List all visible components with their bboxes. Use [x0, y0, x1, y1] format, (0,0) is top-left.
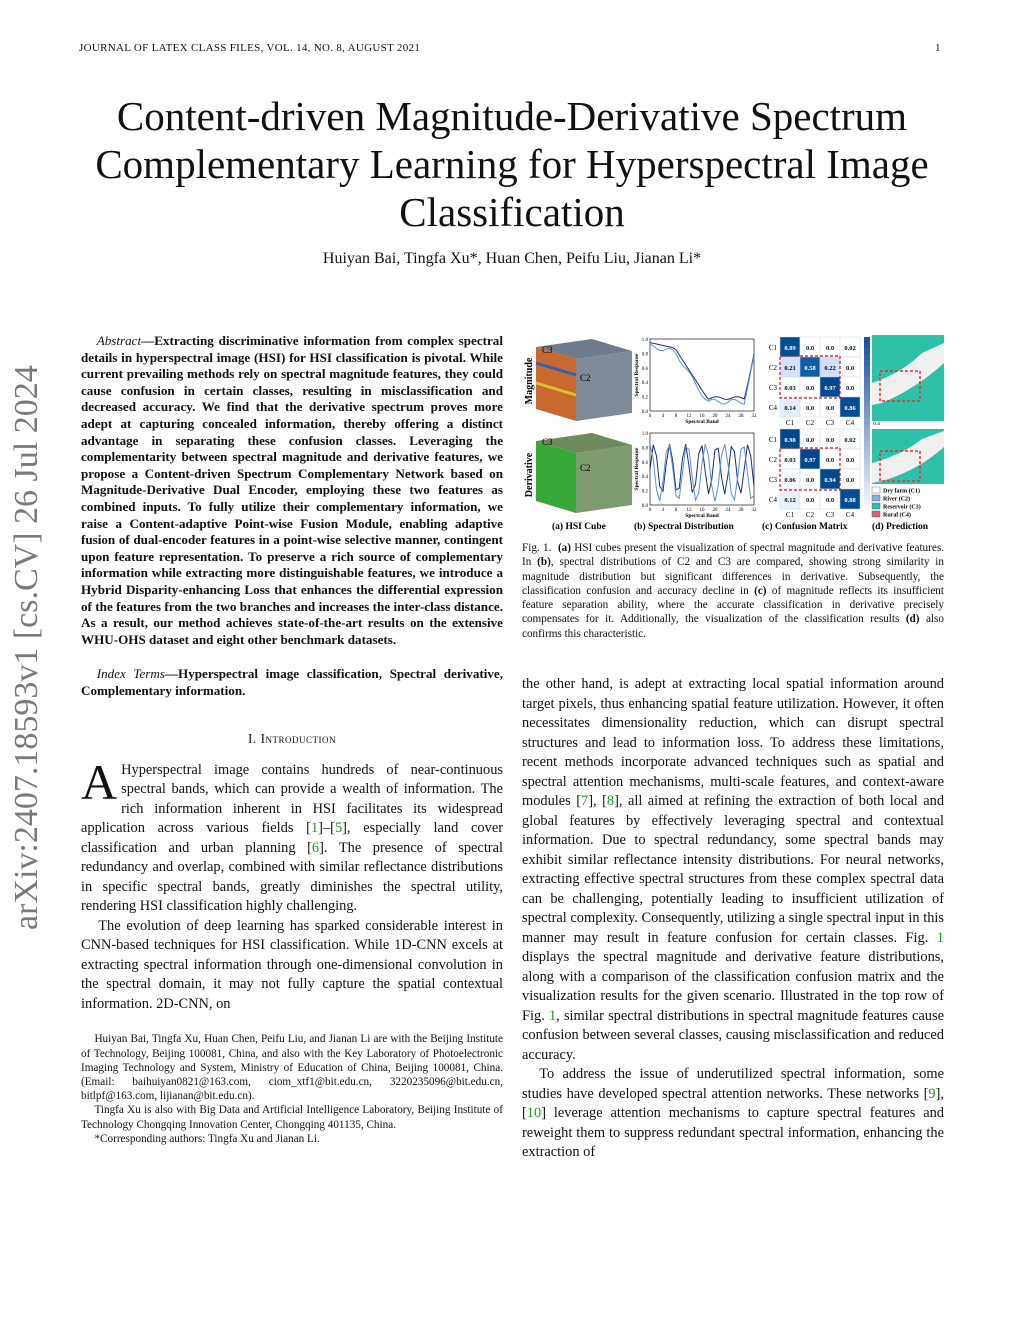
index-terms-text: —Hyperspectral image classification, Spectral derivative, Complementary information.	[81, 666, 504, 698]
x-tick-label: 20	[712, 508, 718, 513]
citation-link[interactable]: 1	[310, 820, 319, 837]
cm-row-label: C1	[768, 436, 777, 444]
section-title: Introduction	[260, 731, 337, 747]
y-tick-label: 0.0	[641, 410, 648, 415]
x-tick-label: 0	[648, 414, 652, 419]
footnote-affiliation-2: Tingfa Xu is also with Big Data and Artificial Intelligence Laboratory, Beijing Institute of Technology Chongqing Innovation Center, Chongqing 401135, China.	[81, 1104, 503, 1131]
x-tick-label: 16	[699, 414, 705, 419]
cm-value: 0.97	[804, 457, 816, 464]
x-tick-label: 20	[712, 414, 718, 419]
x-tick-label: 12	[686, 414, 692, 419]
x-tick-label: 4	[661, 414, 665, 419]
x-axis-label: Spectral Band	[685, 513, 719, 519]
colorbar-segment	[864, 349, 870, 355]
cm-col-label: C2	[805, 419, 815, 427]
x-tick-label: 32	[751, 414, 757, 419]
colorbar-segment	[864, 436, 870, 442]
legend-swatch	[872, 495, 880, 501]
cm-value: 0.0	[805, 477, 815, 484]
index-terms-label: Index Terms	[96, 666, 165, 682]
subcaption-d: (d) Prediction	[872, 522, 929, 532]
body-text: , similar spectral distributions in spectral magnitude features cause confusion between several classes, causing misclassification and reduced accuracy.	[522, 1007, 944, 1063]
derivative-cube-left	[536, 441, 576, 513]
y-axis-label: Spectral Response	[634, 447, 640, 491]
abstract	[81, 333, 503, 648]
cm-value: 0.0	[825, 345, 835, 352]
colorbar-segment	[864, 505, 870, 511]
figure-caption	[522, 541, 944, 641]
cm-value: 0.0	[825, 497, 835, 504]
colorbar-segment	[864, 389, 870, 395]
caption-text: , spectral distributions of C2 and C3 are compared, showing strong similarity in magnitude distribution but significant differences in derivative. Subsequently, the classification confusion and accuracy decline in	[522, 556, 944, 597]
drop-cap: A	[81, 753, 118, 810]
colorbar-tick: 0.4	[873, 421, 880, 427]
colorbar-segment	[864, 459, 870, 465]
title-block	[80, 92, 944, 268]
x-tick-label: 24	[725, 508, 731, 513]
right-paragraph-1	[522, 675, 944, 1065]
colorbar-segment	[864, 424, 870, 430]
y-tick-label: 0.4	[641, 381, 648, 387]
cube-label-c2: C2	[580, 373, 591, 383]
y-tick-label: 0.6	[641, 366, 648, 372]
caption-label: Fig. 1.	[522, 542, 552, 554]
caption-text: HSI cubes present the visualization of spectral magnitude and derivative features. In	[522, 542, 944, 569]
intro-paragraph-1	[81, 753, 503, 917]
subcaption-c: (c) Confusion Matrix	[762, 522, 848, 532]
cm-value: 0.0	[805, 437, 815, 444]
colorbar-segment	[864, 499, 870, 505]
footnotes	[81, 1032, 503, 1146]
citation-link[interactable]: 7	[581, 793, 589, 810]
x-tick-label: 28	[738, 414, 744, 419]
prediction-map-derivative	[872, 429, 944, 484]
body-text: ], [	[588, 793, 607, 810]
caption-text: also confirms this characteristic.	[522, 613, 944, 640]
cube-label-c3: C3	[542, 437, 553, 447]
caption-text: of magnitude reflects its insufficient feature separation ability, where the accurate classification in derivative precisely compensates for it. Additionally, the visualization of the classification results	[522, 584, 944, 626]
cm-col-label: C3	[825, 511, 835, 519]
x-tick-label: 32	[751, 508, 757, 513]
subcaption-a: (a) HSI Cube	[552, 522, 606, 532]
abstract-text: —Extracting discriminative information from complex spectral details in hyperspectral image (HSI) for HSI classification is pivotal. While current prevailing methods rely on spectral magnitude features, they could cause confusion in certain classes, resulting in misclassification and decreased accuracy. We find that the derivative spectrum proves more adept at capturing concealed information, thereby offering a distinct advantage in separating these confusion classes. Leveraging the complementarity between spectral magnitude and derivative features, we propose a Content-driven Spectrum Complementary Network based on Magnitude-Derivative Dual Encoder, employing these two features as combined inputs. To fully utilize their complementary information, we raise a Content-adaptive Point-wise Fusion Module, enabling adaptive fusion of dual-encoder features in a point-wise selective manner, contingent upon feature representation. To preserve a rich source of complementary information while extracting more distinguishable features, we introduce a Hybrid Disparity-enhancing Loss that enhances the differential expression of the features from the two branches and increases the inter-class distance. As a result, our method achieves state-of-the-art results on the extensive WHU-OHS dataset and eight other benchmark datasets.	[81, 333, 503, 647]
cm-value: 0.12	[784, 497, 796, 504]
colorbar-segment	[864, 401, 870, 407]
section-heading-introduction	[81, 729, 503, 749]
figure-1	[522, 333, 944, 533]
figure-1-graphic	[522, 333, 944, 533]
prediction-legend	[872, 487, 921, 519]
right-paragraph-2	[522, 1065, 944, 1163]
figure-link[interactable]: 1	[548, 1007, 557, 1024]
body-text: ], [	[522, 1085, 944, 1122]
x-tick-label: 0	[648, 508, 652, 513]
cube-label-c3: C3	[542, 345, 553, 355]
cm-value: 0.22	[824, 365, 836, 372]
cm-row-label: C4	[768, 496, 777, 504]
x-tick-label: 8	[674, 508, 678, 513]
caption-ref-a: (a)	[557, 542, 571, 554]
colorbar-segment	[864, 383, 870, 389]
colorbar-segment	[864, 488, 870, 494]
citation-link[interactable]: 5	[334, 820, 343, 837]
x-axis-label: Spectral Band	[685, 419, 719, 425]
confusion-matrices	[769, 337, 880, 519]
cm-value: 0.21	[784, 365, 796, 372]
intro-text: ]. The presence of spectral redundancy and overlap, combined with similar reflectance distributions in specific spectral bands, greatly diminishes the spectral utility, rendering HSI classification highly challenging.	[81, 839, 503, 915]
colorbar-segment	[864, 337, 870, 343]
colorbar-segment	[864, 418, 870, 424]
x-tick-label: 24	[725, 414, 731, 419]
x-tick-label: 28	[738, 508, 744, 513]
cm-col-label: C2	[805, 511, 815, 519]
cm-col-label: C1	[785, 511, 795, 519]
cm-row-label: C1	[768, 344, 777, 352]
colorbar-segment	[864, 343, 870, 349]
y-tick-label: 1.0	[641, 338, 648, 343]
cm-value: 0.88	[844, 497, 856, 504]
colorbar-segment	[864, 470, 870, 476]
legend-swatch	[872, 511, 880, 517]
citation-link[interactable]: 6	[311, 839, 320, 856]
colorbar-segment	[864, 453, 870, 459]
cm-col-label: C1	[785, 419, 795, 427]
cm-row-label: C2	[768, 364, 777, 372]
colorbar-segment	[864, 360, 870, 366]
cm-value: 0.0	[805, 405, 815, 412]
cm-value: 0.0	[845, 457, 855, 464]
cm-value: 0.58	[804, 365, 816, 372]
citation-link[interactable]: 9	[928, 1085, 936, 1102]
cm-value: 0.97	[824, 385, 836, 392]
cm-value: 0.02	[844, 437, 856, 444]
y-tick-label: 0.0	[641, 504, 648, 509]
footnote-corresponding: *Corresponding authors: Tingfa Xu and Jianan Li.	[94, 1132, 320, 1145]
paper-title: Content-driven Magnitude-Derivative Spectrum Complementary Learning for Hyperspectral Image Classification	[95, 93, 929, 235]
legend-label: Rural (C4)	[883, 512, 911, 519]
y-tick-label: 0.8	[641, 446, 648, 452]
caption-ref-b: (b)	[537, 556, 551, 569]
left-column	[81, 333, 503, 1146]
cm-value: 0.86	[844, 405, 856, 412]
caption-ref-c: (c)	[754, 584, 767, 597]
cm-row-label: C2	[768, 456, 777, 464]
colorbar-segment	[864, 430, 870, 436]
magnitude-cube-front	[576, 351, 632, 421]
colorbar-segment	[864, 476, 870, 482]
y-tick-label: 0.2	[641, 395, 648, 401]
cm-value: 0.03	[784, 457, 796, 464]
colorbar-segment	[864, 494, 870, 500]
spectral-plots	[634, 338, 757, 519]
cm-value: 0.03	[784, 385, 796, 392]
running-head: JOURNAL OF LATEX CLASS FILES, VOL. 14, NO. 8, AUGUST 2021	[79, 42, 421, 54]
cm-value: 0.0	[845, 385, 855, 392]
intro-text: Hyperspectral image contains hundreds of near-continuous spectral bands, which can provide a wealth of information. The rich information inherent in HSI facilitates its widespread application across various fields [	[81, 761, 503, 837]
right-column	[522, 333, 944, 1163]
colorbar-segment	[864, 441, 870, 447]
cm-value: 0.0	[805, 385, 815, 392]
row-label-derivative: Derivative	[524, 452, 535, 498]
body-text: To address the issue of underutilized spectral information, some studies have developed spectral attention networks. These networks [	[522, 1066, 944, 1102]
cm-row-label: C3	[768, 476, 777, 484]
cm-value: 0.0	[825, 405, 835, 412]
cm-col-label: C4	[845, 511, 855, 519]
colorbar-segment	[864, 378, 870, 384]
colorbar-segment	[864, 412, 870, 418]
derivative-cube-front	[576, 445, 632, 513]
cm-value: 0.02	[844, 345, 856, 352]
cm-value: 0.98	[784, 437, 796, 444]
colorbar-segment	[864, 482, 870, 488]
cm-value: 0.0	[825, 437, 835, 444]
y-tick-label: 1.0	[641, 432, 648, 437]
x-tick-label: 4	[661, 508, 665, 513]
cm-value: 0.0	[805, 345, 815, 352]
colorbar-segment	[864, 354, 870, 360]
cm-value: 0.0	[825, 457, 835, 464]
cm-col-label: C3	[825, 419, 835, 427]
cm-value: 0.14	[784, 405, 796, 412]
cm-value: 0.0	[845, 365, 855, 372]
cm-col-label: C4	[845, 419, 855, 427]
row-label-magnitude: Magnitude	[524, 357, 535, 405]
colorbar-segment	[864, 395, 870, 401]
section-number: I.	[247, 731, 257, 747]
body-text: displays the spectral magnitude and derivative feature distributions, along with a comparison of the classification confusion matrix and the visualization results for the given scenario. Illustrated in the top row of Fig.	[522, 949, 944, 1024]
y-tick-label: 0.2	[641, 489, 648, 495]
cm-row-label: C3	[768, 384, 777, 392]
colorbar-segment	[864, 366, 870, 372]
y-tick-label: 0.8	[641, 352, 648, 358]
x-tick-label: 16	[699, 508, 705, 513]
colorbar-segment	[864, 447, 870, 453]
colorbar-segment	[864, 465, 870, 471]
colorbar-segment	[864, 372, 870, 378]
colorbar-segment	[864, 407, 870, 413]
cm-value: 0.0	[845, 477, 855, 484]
body-text: the other hand, is adept at extracting local spatial information around target pixels, thus enhancing spatial feature utilization. However, it often necessitates dimensionality reduction, which can disrupt spectral structures and lead to information loss. To address these limitations, recent methods incorporate advanced techniques such as spatial and spectral attention mechanisms, multi-scale features, and context-aware modules [	[522, 676, 944, 810]
cm-row-label: C4	[768, 404, 777, 412]
author-list: Huiyan Bai, Tingfa Xu*, Huan Chen, Peifu Liu, Jianan Li*	[322, 250, 702, 267]
legend-label: River (C2)	[883, 496, 911, 503]
y-axis-label: Spectral Response	[634, 353, 640, 397]
cm-value: 0.89	[784, 345, 796, 352]
index-terms	[81, 666, 503, 699]
figure-link[interactable]: 1	[936, 929, 944, 946]
y-tick-label: 0.4	[641, 475, 648, 481]
subcaption-b: (b) Spectral Distribution	[634, 522, 734, 532]
footnote-affiliation: Huiyan Bai, Tingfa Xu, Huan Chen, Peifu Liu, and Jianan Li are with the Beijing Institute of Technology, Beijing 100081, China, and also with the Key Laboratory of Photoelectronic Imaging Technology and System, Ministry of Education of China, Beijing 100081, China. (Email: baihuiyan0821@163.com, ciom_xtf1@bit.edu.cn, 3220235096@bit.edu.cn, bitlpf@163.com, lijianan@bit.edu.cn).	[81, 1033, 503, 1103]
legend-swatch	[872, 487, 880, 493]
abstract-label: Abstract	[96, 333, 142, 348]
intro-paragraph-2: The evolution of deep learning has sparked considerable interest in CNN-based techniques for HSI classification. While 1D-CNN excels at extracting spectral information through one-dimensional convolution in the spectral domain, it may not fully capture the spatial contextual information. 2D-CNN, on	[81, 917, 503, 1012]
x-tick-label: 8	[674, 414, 678, 419]
intro-text: ], especially land cover classification and urban planning [	[81, 820, 503, 856]
y-tick-label: 0.6	[641, 460, 648, 466]
legend-label: Reservoir (C3)	[883, 504, 921, 511]
legend-label: Dry farm (C1)	[883, 488, 920, 495]
body-text: ] leverage attention mechanisms to capture spectral features and reweight them to suppress redundant spectral information, enhancing the extraction of	[522, 1105, 944, 1161]
x-tick-label: 12	[686, 508, 692, 513]
citation-link[interactable]: 8	[606, 793, 615, 810]
legend-swatch	[872, 503, 880, 509]
caption-ref-d: (d)	[905, 613, 920, 626]
cube-label-c2: C2	[580, 463, 591, 473]
cm-value: 0.0	[805, 497, 815, 504]
prediction-map-magnitude	[872, 335, 944, 421]
cm-value: 0.94	[824, 477, 836, 484]
page-number: 1	[935, 42, 941, 54]
arxiv-identifier[interactable]: arXiv:2407.18593v1 [cs.CV] 26 Jul 2024	[8, 365, 45, 930]
cm-value: 0.06	[784, 477, 796, 484]
body-text: ], all aimed at refining the extraction of both local and global features by effectively leveraging spectral and contextual information. Due to spectral redundancy, some spectral bands may exhibit similar reflectance intensity distributions. For neural networks, extracting effective spectral structures from these complex spectral data can be challenging, potentially leading to insufficient utilization of spectral complexity. Consequently, utilizing a single spectral input in this manner may result in feature confusion for certain classes. Fig.	[522, 793, 945, 946]
citation-link[interactable]: 10	[526, 1105, 542, 1122]
intro-text: ]–[	[318, 820, 335, 837]
